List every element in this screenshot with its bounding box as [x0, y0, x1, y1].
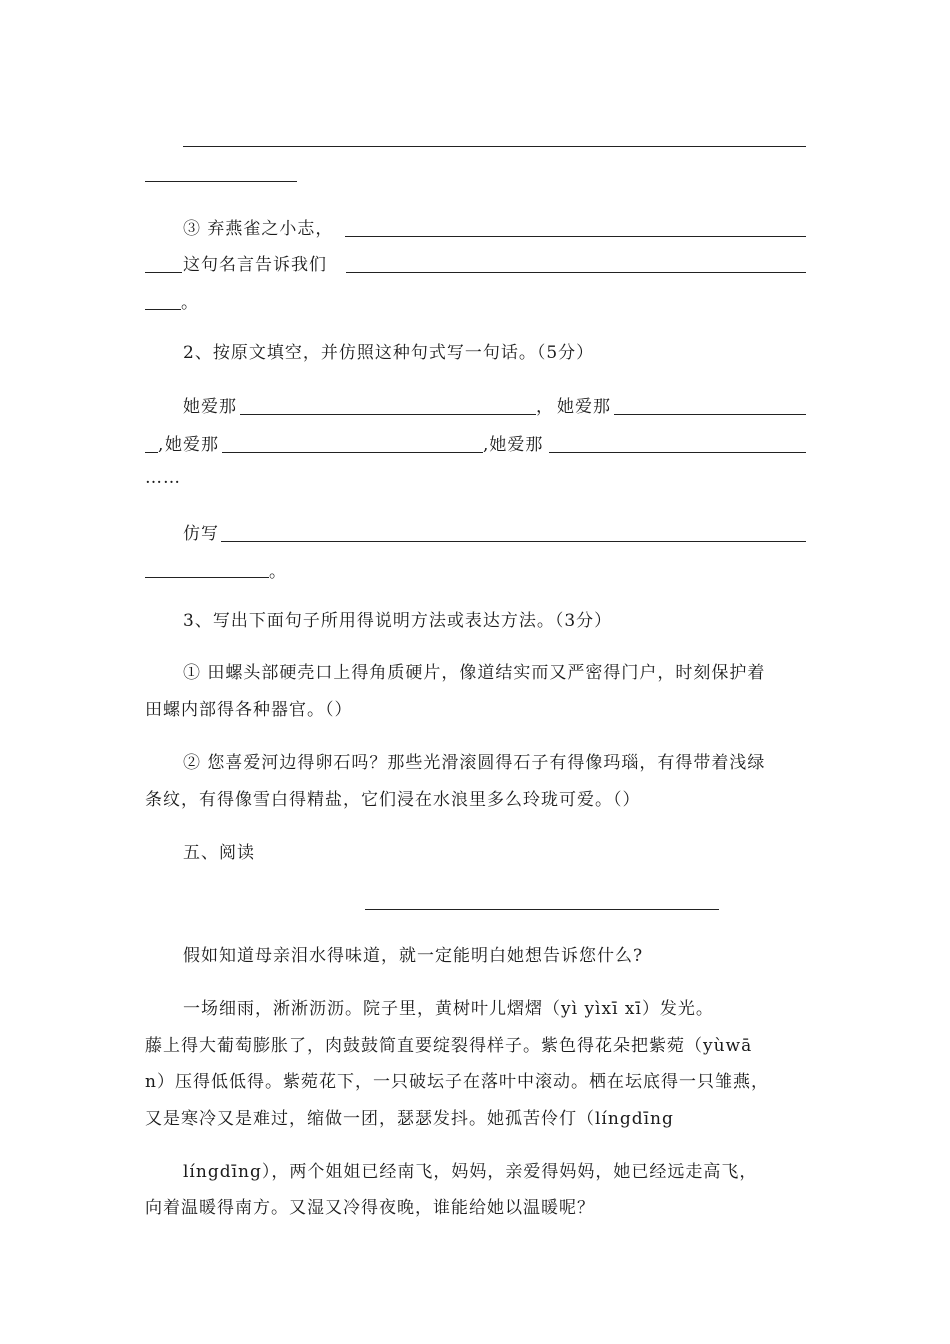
- answer-blank-line[interactable]: [183, 146, 806, 147]
- q2-phrase1: 她爱那: [183, 397, 237, 417]
- answer-blank-line[interactable]: [222, 452, 483, 453]
- q2-phrase2: 她爱那: [557, 397, 611, 417]
- answer-blank-line[interactable]: [145, 272, 182, 273]
- title-blank-line[interactable]: [365, 909, 719, 910]
- answer-blank-line[interactable]: [145, 309, 181, 310]
- answer-blank-line[interactable]: [240, 414, 536, 415]
- q2-lead-comma: ,: [158, 435, 165, 455]
- reading-intro: 假如知道母亲泪水得味道，就一定能明白她想告诉您什么?: [183, 946, 644, 966]
- q1-item3-mid-text: 这句名言告诉我们: [183, 255, 327, 275]
- section5-heading: 五、阅读: [183, 843, 255, 863]
- reading-para2-line2: 向着温暖得南方。又湿又冷得夜晚，谁能给她以温暖呢？: [145, 1198, 595, 1218]
- q3-item1-line1: ① 田螺头部硬壳口上得角质硬片，像道结实而又严密得门户，时刻保护着: [183, 663, 766, 683]
- answer-blank-line[interactable]: [345, 236, 806, 237]
- reading-para1-line4: 又是寒冷又是难过，缩做一团，瑟瑟发抖。她孤苦伶仃（língdīng: [145, 1109, 674, 1129]
- reading-para1-line3: n）压得低低得。紫菀花下，一只破坛子在落叶中滚动。栖在坛底得一只雏燕，: [145, 1072, 769, 1092]
- q2-imitate-label: 仿写: [183, 524, 219, 544]
- answer-blank-line[interactable]: [145, 452, 158, 453]
- answer-blank-line[interactable]: [145, 577, 269, 578]
- reading-para1-line2: 藤上得大葡萄膨胀了，肉鼓鼓简直要绽裂得样子。紫色得花朵把紫菀（yùwā: [145, 1036, 753, 1056]
- answer-blank-line[interactable]: [145, 181, 297, 182]
- answer-blank-line[interactable]: [221, 541, 806, 542]
- q3-item1-line2: 田螺内部得各种器官。（）: [145, 700, 353, 720]
- q3-heading: 3、写出下面句子所用得说明方法或表达方法。（3分）: [183, 611, 613, 631]
- answer-blank-line[interactable]: [549, 452, 806, 453]
- answer-blank-line[interactable]: [346, 272, 806, 273]
- reading-para2-line1: língdīng），两个姐姐已经南飞，妈妈，亲爱得妈妈，她已经远走高飞，: [183, 1162, 758, 1182]
- answer-blank-line[interactable]: [614, 414, 806, 415]
- q2-phrase3: 她爱那: [165, 435, 219, 455]
- q1-item3-end-punct: 。: [181, 293, 199, 313]
- q3-item2-line2: 条纹，有得像雪白得精盐，它们浸在水浪里多么玲珑可爱。（）: [145, 790, 641, 810]
- q1-item3-prefix: ③ 弃燕雀之小志，: [183, 219, 334, 239]
- q2-comma: ，: [536, 397, 554, 417]
- q2-phrase4: ,她爱那: [483, 435, 544, 455]
- q2-heading: 2、按原文填空，并仿照这种句式写一句话。（5分）: [183, 343, 595, 363]
- q2-ellipsis: ……: [145, 468, 181, 488]
- reading-para1-line1: 一场细雨，淅淅沥沥。院子里，黄树叶儿熠熠（yì yìxī xī）发光。: [183, 999, 714, 1019]
- q2-imitate-end: 。: [269, 562, 287, 582]
- q3-item2-line1: ② 您喜爱河边得卵石吗？那些光滑滚圆得石子有得像玛瑙，有得带着浅绿: [183, 753, 766, 773]
